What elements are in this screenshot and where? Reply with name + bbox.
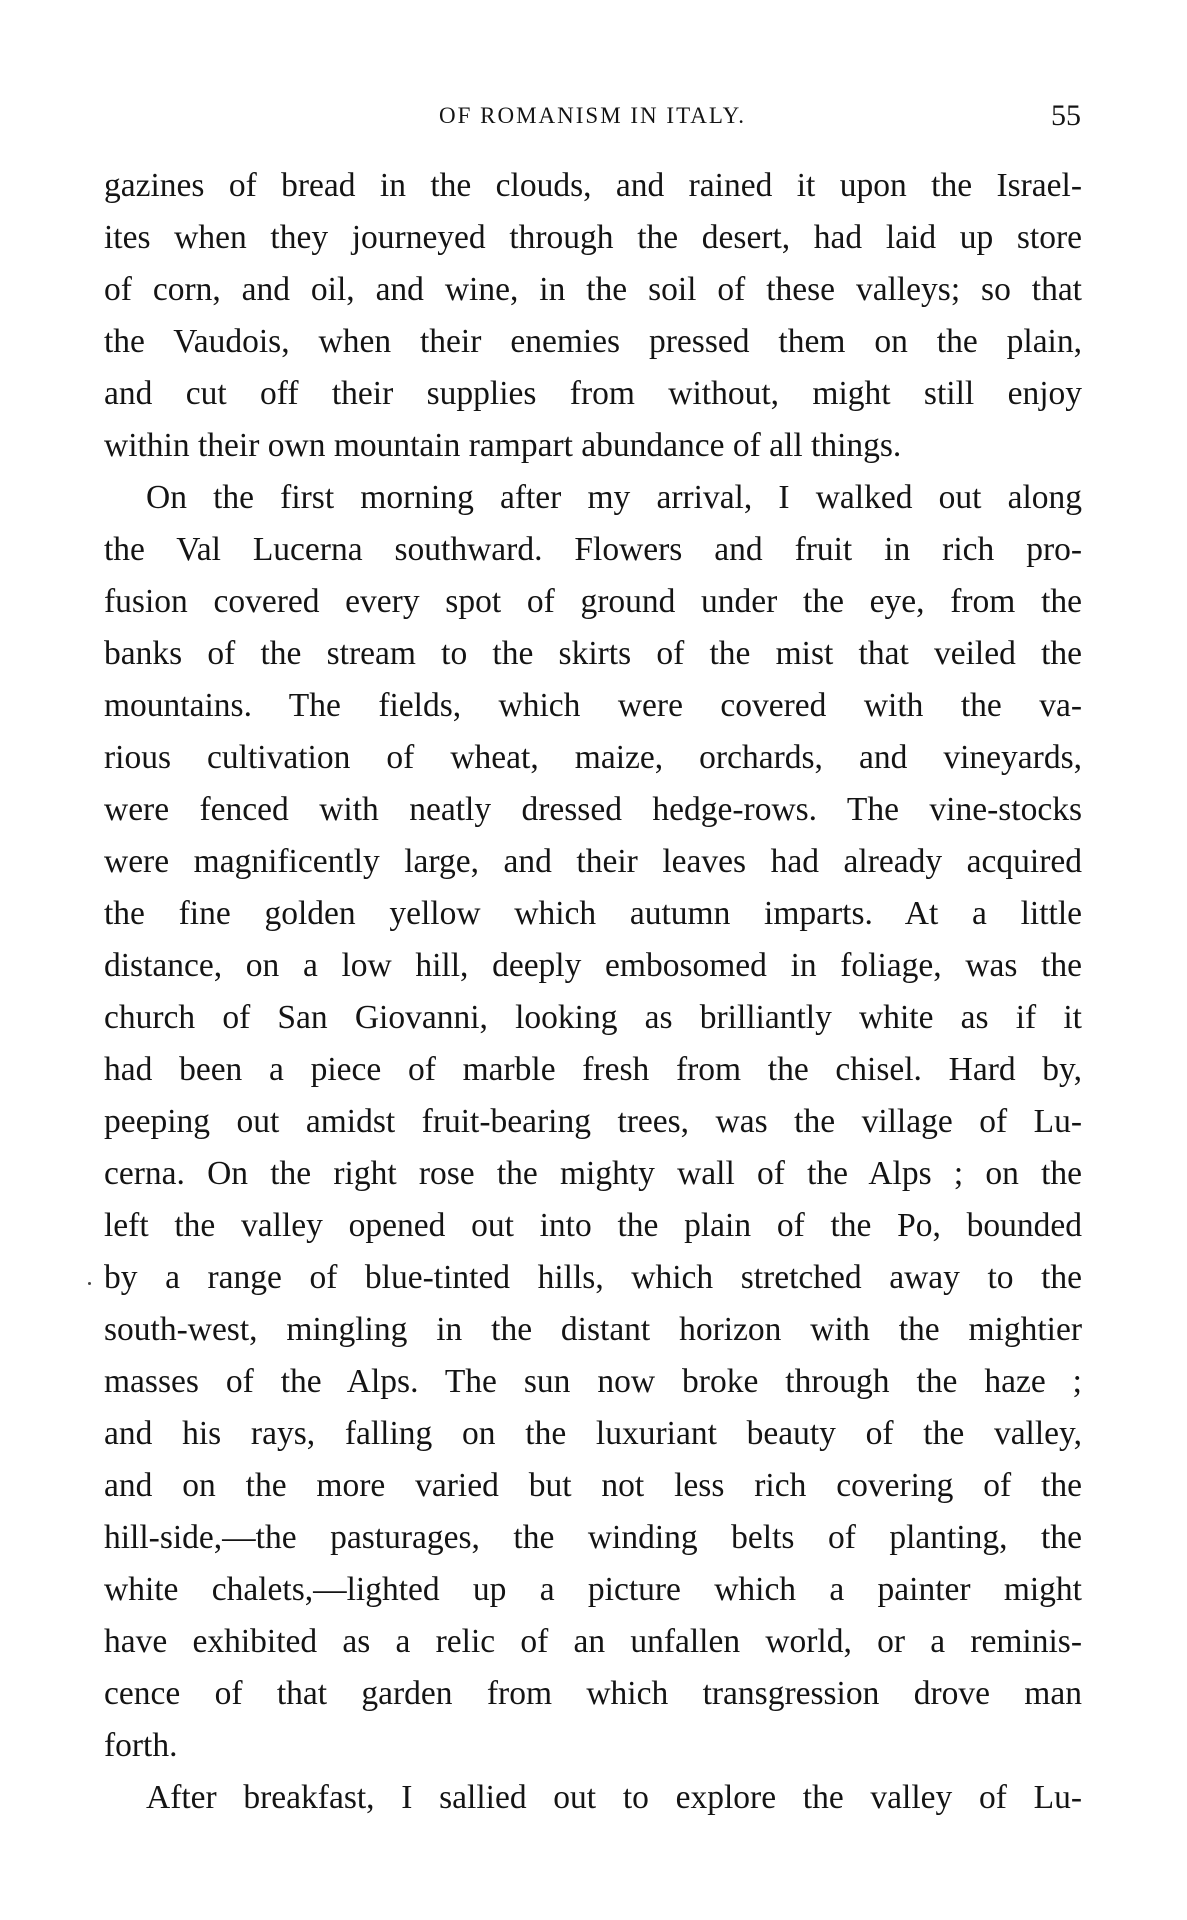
paragraph-start-line: After breakfast, I sallied out to explore the valley of Lu- <box>146 1779 1082 1816</box>
text-line: the Vaudois, when their enemies pressed them on the plain, <box>104 323 1082 360</box>
text-line: banks of the stream to the skirts of the mist that veiled the <box>104 635 1082 672</box>
page-number: 55 <box>1051 99 1081 132</box>
text-line: south-west, mingling in the distant horizon with the mightier <box>104 1311 1082 1348</box>
text-line: mountains. The fields, which were covered with the va- <box>104 687 1082 724</box>
text-line: and his rays, falling on the luxuriant beauty of the valley, <box>104 1415 1082 1452</box>
margin-speck <box>88 1282 91 1285</box>
text-line: forth. <box>104 1727 178 1764</box>
text-line: rious cultivation of wheat, maize, orchards, and vineyards, <box>104 739 1082 776</box>
text-line: within their own mountain rampart abundance of all things. <box>104 427 902 464</box>
text-line: have exhibited as a relic of an unfallen world, or a reminis- <box>104 1623 1082 1660</box>
text-line: were magnificently large, and their leaves had already acquired <box>104 843 1082 880</box>
text-line: masses of the Alps. The sun now broke through the haze ; <box>104 1363 1082 1400</box>
text-line: hill-side,—the pasturages, the winding belts of planting, the <box>104 1519 1082 1556</box>
text-line: left the valley opened out into the plain of the Po, bounded <box>104 1207 1082 1244</box>
text-line: the Val Lucerna southward. Flowers and fruit in rich pro- <box>104 531 1082 568</box>
text-line: the fine golden yellow which autumn imparts. At a little <box>104 895 1082 932</box>
text-line: distance, on a low hill, deeply embosomed in foliage, was the <box>104 947 1082 984</box>
text-line: were fenced with neatly dressed hedge-rows. The vine-stocks <box>104 791 1082 828</box>
text-line: cerna. On the right rose the mighty wall of the Alps ; on the <box>104 1155 1082 1192</box>
text-line: white chalets,—lighted up a picture which a painter might <box>104 1571 1082 1608</box>
text-line: had been a piece of marble fresh from the chisel. Hard by, <box>104 1051 1082 1088</box>
running-title: OF ROMANISM IN ITALY. <box>438 103 747 128</box>
text-line: of corn, and oil, and wine, in the soil of these valleys; so that <box>104 271 1082 308</box>
text-line: and cut off their supplies from without, might still enjoy <box>104 375 1082 412</box>
text-line: peeping out amidst fruit-bearing trees, was the village of Lu- <box>104 1103 1082 1140</box>
paragraph-start-line: On the first morning after my arrival, I walked out along <box>146 479 1082 516</box>
text-line: cence of that garden from which transgression drove man <box>104 1675 1082 1712</box>
text-line: gazines of bread in the clouds, and rained it upon the Israel- <box>104 167 1082 204</box>
page-header <box>100 96 1085 136</box>
text-line: ites when they journeyed through the desert, had laid up store <box>104 219 1082 256</box>
text-line: and on the more varied but not less rich covering of the <box>104 1467 1082 1504</box>
text-line: fusion covered every spot of ground under the eye, from the <box>104 583 1082 620</box>
body-text <box>104 160 1082 1824</box>
text-line: by a range of blue-tinted hills, which stretched away to the <box>104 1259 1082 1296</box>
text-line: church of San Giovanni, looking as brilliantly white as if it <box>104 999 1082 1036</box>
